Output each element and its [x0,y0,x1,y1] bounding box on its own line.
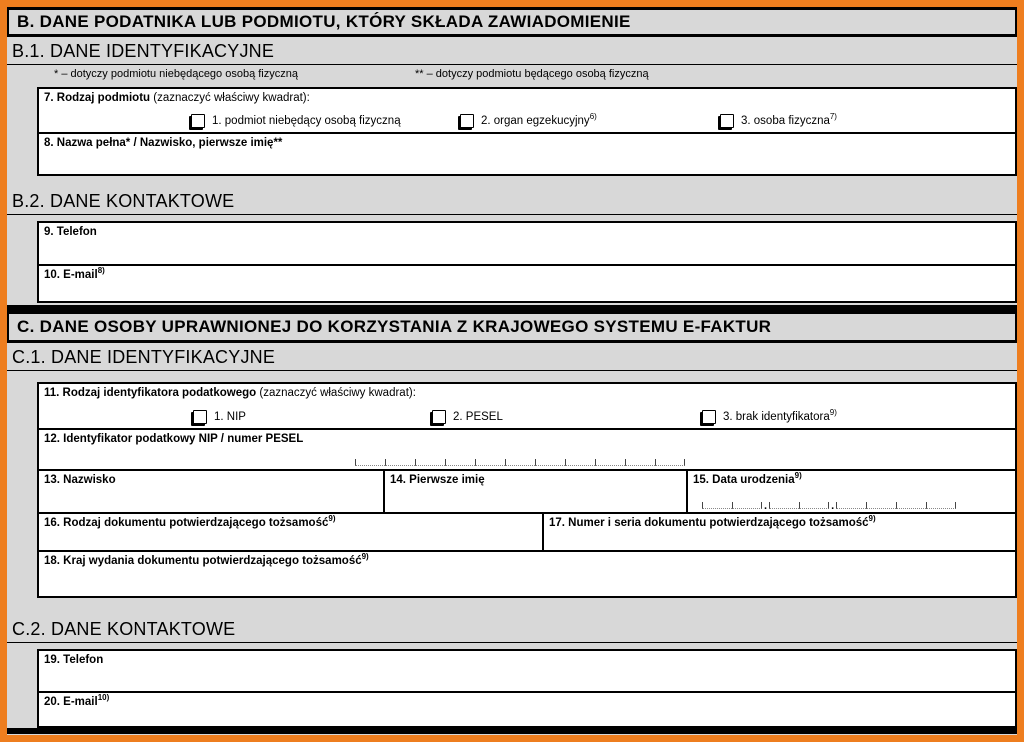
option-label: 3. brak identyfikatora$^{9)}$ [723,408,837,423]
field-13-nazwisko[interactable] [37,469,385,514]
form-body [7,7,1017,735]
field-19-label: 19. Telefon [44,654,104,666]
comb-cell[interactable] [415,459,445,466]
field-11-label: 11. Rodzaj identyfikatora podatkowego (zaznaczyć właściwy kwadrat): [44,387,416,399]
section-c1-header [7,343,1017,371]
section-b1-header [7,37,1017,65]
checkbox-nip[interactable] [193,410,207,424]
field-20-label: 20. E-mail$^{10)}$ [44,693,110,708]
footnote-row [7,65,1017,84]
field-15-label: 15. Data urodzenia$^{9)}$ [693,471,802,486]
comb-cell[interactable] [535,459,565,466]
comb-separator: . [831,500,835,512]
field-8-nazwa-pelna[interactable] [37,132,1017,176]
comb-cell[interactable] [445,459,475,466]
section-c2-header [7,615,1017,643]
field-10-label: 10. E-mail$^{8)}$ [44,266,105,281]
field-12-label: 12. Identyfikator podatkowy NIP / numer PESEL [44,433,304,445]
comb-cell[interactable] [866,502,896,509]
comb-cell[interactable] [475,459,505,466]
option-osoba-fizyczna[interactable] [718,114,837,128]
option-label: 1. podmiot niebędący osobą fizyczną [212,115,401,127]
field-9-label: 9. Telefon [44,226,97,238]
option-label: 2. PESEL [453,411,503,423]
checkbox-podmiot-niebedacy[interactable] [191,114,205,128]
field-14-pierwsze-imie[interactable] [383,469,688,514]
field-10-email[interactable] [37,264,1017,303]
option-label: 3. osoba fizyczna$^{7)}$ [741,112,837,127]
option-nip[interactable] [191,410,246,424]
section-c2-title: C.2. DANE KONTAKTOWE [12,619,236,639]
field-9-telefon[interactable] [37,221,1017,266]
option-label: 2. organ egzekucyjny$^{6)}$ [481,112,597,127]
section-c1-title: C.1. DANE IDENTYFIKACYJNE [12,347,276,367]
section-b1-title: B.1. DANE IDENTYFIKACYJNE [12,41,275,61]
section-b-header [7,7,1017,37]
field-row-13-14-15 [37,469,1017,514]
option-podmiot-niebedacy[interactable] [189,114,401,128]
comb-cell[interactable] [732,502,762,509]
section-b2-title: B.2. DANE KONTAKTOWE [12,191,235,211]
section-c-title: C. DANE OSOBY UPRAWNIONEJ DO KORZYSTANIA Z KRAJOWEGO SYSTEMU E-FAKTUR [17,317,772,336]
note-single-asterisk: * – dotyczy podmiotu niebędącego osobą fizyczną [54,68,298,80]
field-17-label: 17. Numer i seria dokumentu potwierdzającego tożsamość$^{9)}$ [549,514,876,529]
checkbox-organ-egzekucyjny[interactable] [460,114,474,128]
field-15-data-urodzenia[interactable] [686,469,1017,514]
field-7-rodzaj-podmiotu[interactable] [37,87,1017,134]
comb-cell[interactable] [799,502,829,509]
comb-separator: . [764,500,768,512]
option-brak-identyfikatora[interactable] [700,410,837,424]
option-pesel[interactable] [430,410,503,424]
section-b-title: B. DANE PODATNIKA LUB PODMIOTU, KTÓRY SKŁADA ZAWIADOMIENIE [17,12,631,31]
field-12-identyfikator[interactable] [37,428,1017,471]
field-13-label: 13. Nazwisko [44,474,116,486]
option-label: 1. NIP [214,411,246,423]
field-17-numer-seria-dokumentu[interactable] [542,512,1017,552]
field-20-email[interactable] [37,691,1017,728]
field-14-label: 14. Pierwsze imię [390,474,485,486]
section-c-header [7,310,1017,343]
field-7-options-row [39,111,1015,128]
section-b2-header [7,187,1017,215]
comb-cell[interactable] [769,502,799,509]
comb-cell[interactable] [355,459,385,466]
field-8-label: 8. Nazwa pełna* / Nazwisko, pierwsze imię** [44,137,283,149]
field-18-kraj-wydania[interactable] [37,550,1017,598]
checkbox-brak-identyfikatora[interactable] [702,410,716,424]
comb-cell[interactable] [836,502,866,509]
comb-cell[interactable] [385,459,415,466]
form-bottom-bar [7,728,1017,734]
comb-cell[interactable] [565,459,595,466]
comb-cell[interactable] [505,459,535,466]
comb-cell[interactable] [896,502,926,509]
comb-cell[interactable] [595,459,625,466]
nip-pesel-comb-input[interactable] [355,459,685,466]
field-16-label: 16. Rodzaj dokumentu potwierdzającego tożsamość$^{9)}$ [44,514,336,529]
comb-cell[interactable] [926,502,956,509]
birth-date-comb-input[interactable] [702,500,956,512]
field-7-label: 7. Rodzaj podmiotu (zaznaczyć właściwy kwadrat): [44,92,310,104]
comb-cell[interactable] [625,459,655,466]
comb-cell[interactable] [655,459,685,466]
field-11-rodzaj-identyfikatora[interactable] [37,382,1017,430]
note-double-asterisk: ** – dotyczy podmiotu będącego osobą fizyczną [415,68,649,80]
field-11-options-row [39,407,1015,424]
field-16-rodzaj-dokumentu[interactable] [37,512,544,552]
comb-cell[interactable] [702,502,732,509]
field-18-label: 18. Kraj wydania dokumentu potwierdzającego tożsamość$^{9)}$ [44,552,369,567]
field-19-telefon[interactable] [37,649,1017,693]
checkbox-osoba-fizyczna[interactable] [720,114,734,128]
field-row-16-17 [37,512,1017,552]
option-organ-egzekucyjny[interactable] [458,114,597,128]
checkbox-pesel[interactable] [432,410,446,424]
